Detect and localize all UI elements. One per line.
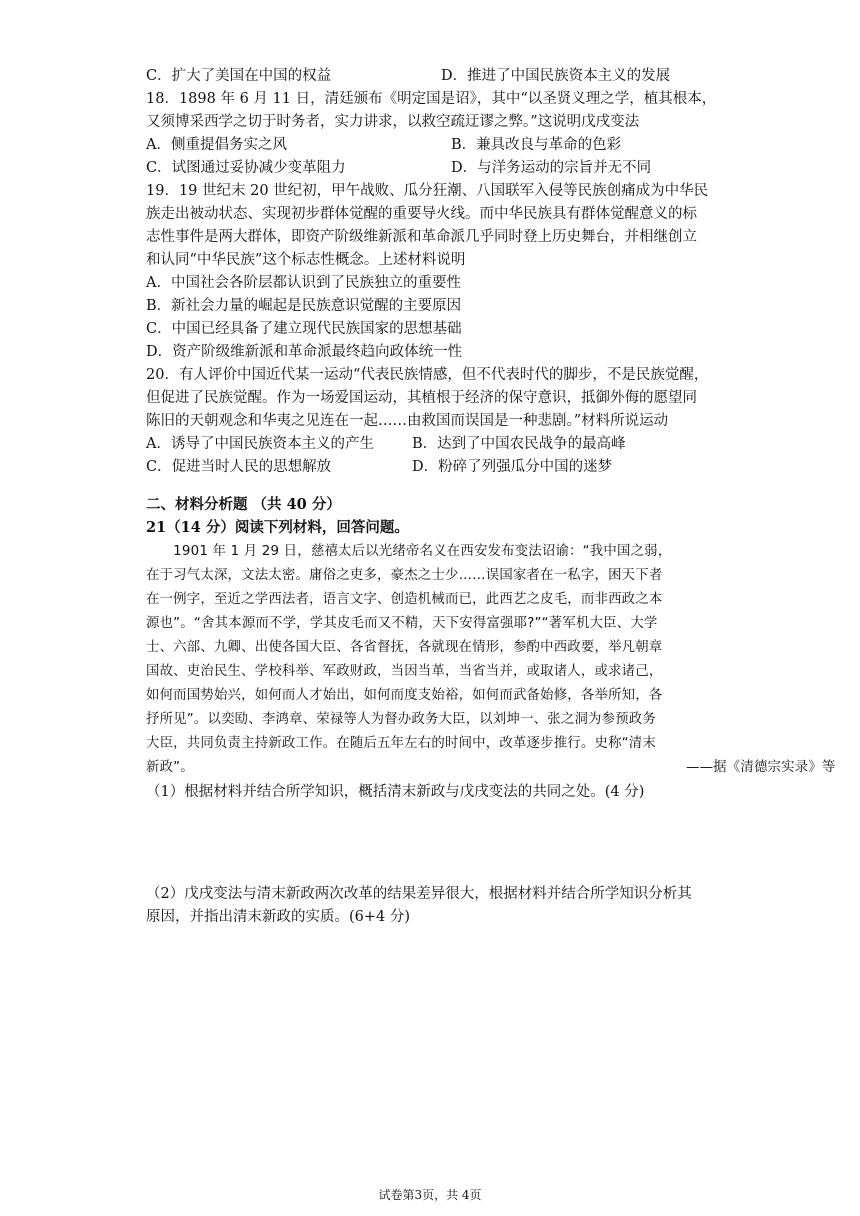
q18-stem-line2: 又须博采西学之切于时务者，实力讲求，以救空疏迂谬之弊。”这说明戊戌变法 (146, 114, 640, 130)
q21-material-line: 国故、吏治民生、学校科举、军政财政，当因当革，当省当并，或取诸人，或求诸己， (146, 664, 663, 679)
q18-option-b: B．兼具改良与革命的色彩 (451, 137, 622, 153)
q20-option-b: B．达到了中国农民战争的最高峰 (412, 436, 626, 452)
q18-stem-line1: 18．1898 年 6 月 11 日，清廷颁布《明定国是诏》，其中“以圣贤义理之学，植其根本， (146, 91, 717, 107)
q19-stem-line4: 和认同“中华民族”这个标志性概念。上述材料说明 (146, 252, 466, 268)
q18-option-d: D．与洋务运动的宗旨并无不同 (451, 160, 652, 176)
q20-stem-line1: 20．有人评价中国近代某一运动“代表民族情感，但不代表时代的脚步，不是民族觉醒， (146, 367, 709, 383)
q19-stem-line2: 族走出被动状态、实现初步群体觉醒的重要导火线。而中华民族具有群体觉醒意义的标 (146, 206, 697, 222)
q19-stem-line1: 19．19 世纪末 20 世纪初，甲午战败、瓜分狂潮、八国联军入侵等民族创痛成为中华民 (146, 183, 709, 199)
q19-stem-line3: 志性事件是两大群体，即资产阶级维新派和革命派几乎同时登上历史舞台，并相继创立 (146, 229, 697, 245)
q20-option-c: C．促进当时人民的思想解放 (146, 459, 332, 475)
q21-material-line: 在一例字，至近之学西法者，语言文字、创造机械而已，此西艺之皮毛，而非西政之本 (146, 592, 663, 607)
q20-options-row1 (146, 434, 626, 454)
q20-stem-line2: 但促进了民族觉醒。作为一场爱国运动，其植根于经济的保守意识，抵御外侮的愿望同 (146, 390, 697, 406)
q19-option-b: B．新社会力量的崛起是民族意识觉醒的主要原因 (146, 298, 462, 314)
q17-option-c: C．扩大了美国在中国的权益 (146, 68, 332, 84)
q19-option-c: C．中国已经具备了建立现代民族国家的思想基础 (146, 321, 462, 337)
q21-subquestion-1: （1）根据材料并结合所学知识，概括清末新政与戊戌变法的共同之处。(4 分) (146, 784, 645, 800)
q21-material-line: 新政”。 (146, 760, 194, 775)
q21-material-line: 1901 年 1 月 29 日，慈禧太后以光绪帝名义在西安发布变法诏谕：“我中国之弱， (146, 544, 672, 559)
q21-material-last-line (146, 758, 836, 778)
q21-title: 21（14 分）阅读下列材料，回答问题。 (146, 519, 409, 536)
q20-option-a: A．诱导了中国民族资本主义的产生 (146, 436, 374, 452)
q21-material-line: 源也”。“舍其本源而不学，学其皮毛而又不精，天下安得富强耶?”“著军机大臣、大学 (146, 616, 658, 631)
q20-options-row2 (146, 457, 613, 477)
q19-option-d: D．资产阶级维新派和革命派最终趋向政体统一性 (146, 344, 463, 360)
q18-options-row2 (146, 158, 652, 178)
q17-options-row (146, 66, 671, 86)
q21-material-line: 大臣，共同负责主持新政工作。在随后五年左右的时间中，改革逐步推行。史称“清末 (146, 736, 656, 751)
q17-option-d: D．推进了中国民族资本主义的发展 (441, 68, 671, 84)
q21-subquestion-2-line2: 原因，并指出清末新政的实质。(6+4 分) (146, 909, 411, 925)
q20-option-d: D．粉碎了列强瓜分中国的迷梦 (412, 459, 613, 475)
q21-source: ——据《清德宗实录》等 (686, 760, 836, 775)
q18-option-c: C．试图通过妥协减少变革阻力 (146, 160, 346, 176)
q21-material-line: 抒所见”。以奕劻、李鸿章、荣禄等人为督办政务大臣，以刘坤一、张之洞为参预政务 (146, 712, 656, 727)
q21-material-line: 在于习气太深，文法太密。庸俗之吏多，豪杰之士少……误国家者在一私字，困天下者 (146, 568, 663, 583)
q19-option-a: A．中国社会各阶层都认识到了民族独立的重要性 (146, 275, 461, 291)
q21-material-line: 士、六部、九卿、出使各国大臣、各省督抚，各就现在情形，参酌中西政要，举凡朝章 (146, 640, 663, 655)
section2-title: 二、材料分析题 （共 40 分） (146, 496, 341, 513)
q18-option-a: A．侧重提倡务实之风 (146, 137, 287, 153)
q20-stem-line3: 陈旧的天朝观念和华夷之见连在一起……由救国而误国是一种悲剧。”材料所说运动 (146, 413, 669, 429)
q21-material-line: 如何而国势始兴，如何而人才始出，如何而度支始裕，如何而武备始修，各举所知，各 (146, 688, 663, 703)
q21-subquestion-2-line1: （2）戊戌变法与清末新政两次改革的结果差异很大，根据材料并结合所学知识分析其 (146, 886, 692, 902)
q18-options-row1 (146, 135, 622, 155)
page-footer: 试卷第3页，共 4页 (378, 1188, 482, 1202)
